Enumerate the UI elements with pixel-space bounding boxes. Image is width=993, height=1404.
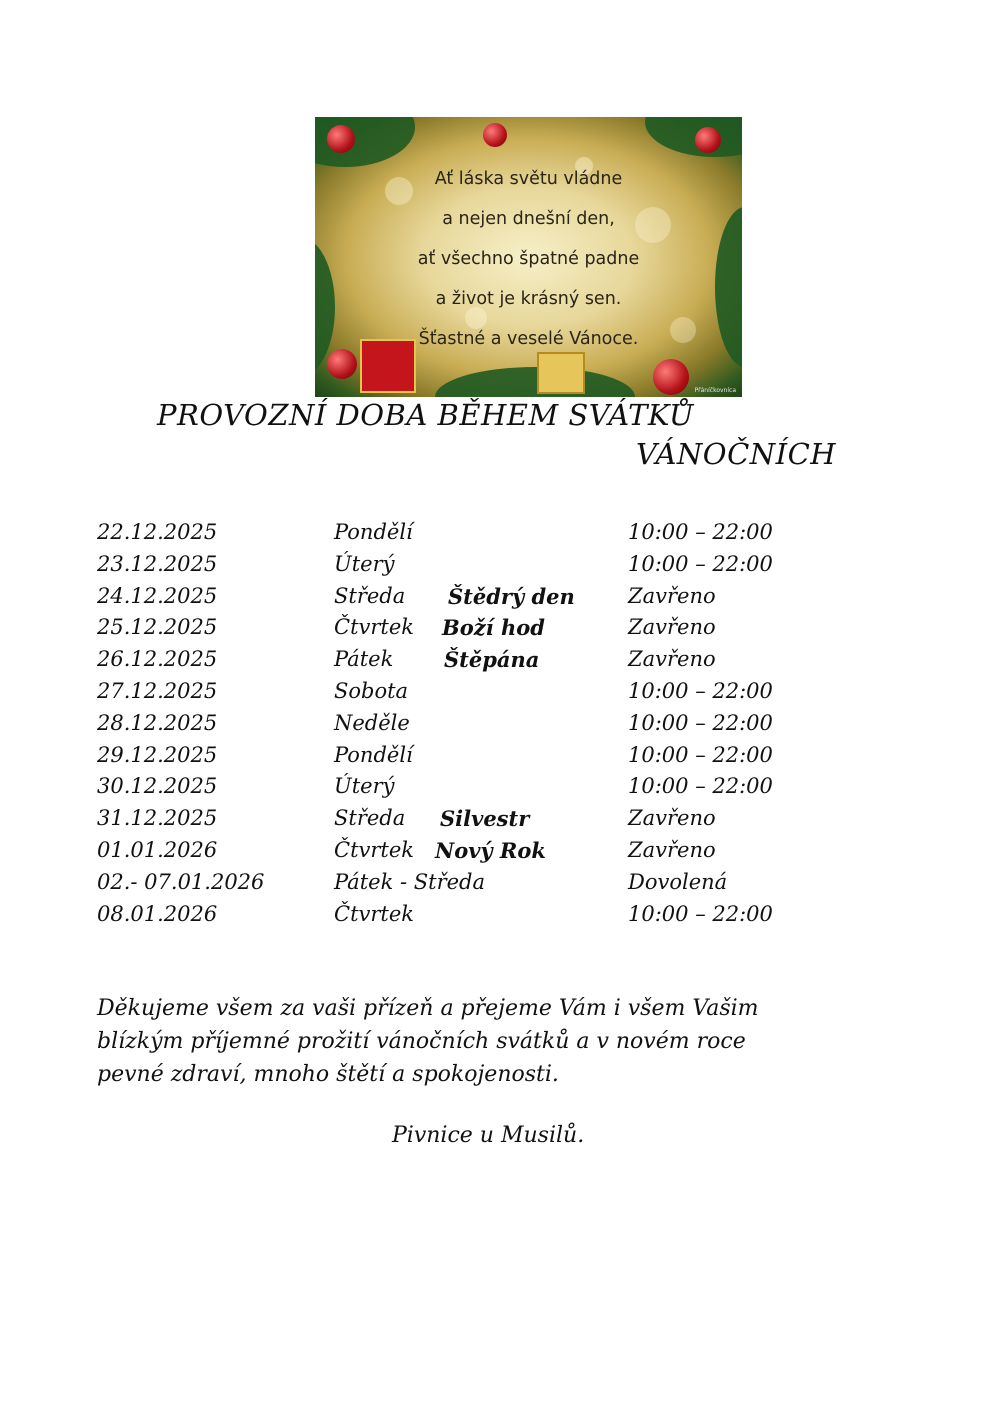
row-hours: Zavřeno: [628, 647, 716, 672]
page-title-line-1: PROVOZNÍ DOBA BĚHEM SVÁTKŮ: [157, 398, 694, 432]
schedule-row: [97, 677, 817, 709]
row-hours: 10:00 – 22:00: [628, 742, 773, 767]
row-day: Čtvrtek: [334, 901, 415, 926]
row-day: Pátek: [334, 647, 394, 672]
row-holiday: Silvestr: [440, 806, 530, 832]
row-holiday: Nový Rok: [435, 837, 546, 863]
row-hours: Zavřeno: [628, 837, 716, 862]
row-hours: Zavřeno: [628, 615, 716, 640]
thanks-line: blízkým příjemné prožití vánočních svátků a v novém roce: [97, 1029, 746, 1054]
schedule-row: [97, 900, 817, 932]
schedule-row: [97, 645, 817, 677]
signature: Pivnice u Musilů.: [392, 1123, 585, 1148]
row-date: 08.01.2026: [97, 901, 218, 926]
row-date: 24.12.2025: [97, 583, 218, 608]
row-day: Úterý: [334, 774, 395, 799]
row-date: 22.12.2025: [97, 520, 218, 544]
row-day: Čtvrtek: [334, 615, 415, 640]
schedule-row: [97, 868, 817, 900]
greeting-poem: [315, 159, 742, 359]
row-date: 30.12.2025: [97, 774, 218, 799]
row-day: Sobota: [334, 678, 409, 703]
image-credit: Přáníčkovníca: [694, 387, 736, 394]
poem-line: a nejen dnešní den,: [442, 209, 615, 229]
row-hours: 10:00 – 22:00: [628, 774, 773, 799]
christmas-greeting-image: [315, 117, 742, 397]
row-day: Úterý: [334, 551, 395, 576]
row-hours: Zavřeno: [628, 583, 716, 608]
opening-hours-table: [97, 518, 817, 931]
thanks-line: pevné zdraví, mnoho štětí a spokojenosti.: [97, 1062, 559, 1087]
row-holiday: Boží hod: [442, 615, 545, 641]
row-holiday: Štěpána: [444, 647, 540, 673]
row-day: Pondělí: [334, 742, 413, 767]
row-date: 02.- 07.01.2026: [97, 869, 265, 894]
row-date: 27.12.2025: [97, 678, 218, 703]
schedule-row: [97, 741, 817, 773]
schedule-row: [97, 772, 817, 804]
schedule-row: [97, 582, 817, 614]
row-hours: 10:00 – 22:00: [628, 678, 773, 703]
row-date: 26.12.2025: [97, 647, 218, 672]
row-date: 28.12.2025: [97, 710, 218, 735]
row-day: Čtvrtek: [334, 837, 415, 862]
schedule-row: [97, 804, 817, 836]
row-date: 23.12.2025: [97, 551, 218, 576]
row-day: Pondělí: [334, 520, 413, 544]
schedule-row: [97, 550, 817, 582]
schedule-row: [97, 836, 817, 868]
thank-you-message: [97, 992, 857, 1091]
row-date: 01.01.2026: [97, 837, 218, 862]
schedule-row: [97, 709, 817, 741]
poem-line: Šťastné a veselé Vánoce.: [418, 329, 639, 349]
row-day: Středa: [334, 806, 406, 831]
poem-line: a život je krásný sen.: [435, 289, 622, 309]
row-day: Pátek - Středa: [334, 869, 485, 894]
schedule-row: [97, 613, 817, 645]
row-date: 31.12.2025: [97, 806, 218, 831]
row-hours: Dovolená: [628, 869, 728, 894]
row-day: Středa: [334, 583, 406, 608]
row-date: 25.12.2025: [97, 615, 218, 640]
row-hours: 10:00 – 22:00: [628, 710, 773, 735]
page-title-line-2: VÁNOČNÍCH: [636, 437, 837, 471]
row-hours: 10:00 – 22:00: [628, 551, 773, 576]
row-hours: 10:00 – 22:00: [628, 520, 773, 544]
row-hours: 10:00 – 22:00: [628, 901, 773, 926]
row-day: Neděle: [334, 710, 410, 735]
schedule-row: [97, 518, 817, 550]
row-holiday: Štědrý den: [448, 583, 575, 609]
poem-line: Ať láska světu vládne: [434, 169, 623, 189]
row-date: 29.12.2025: [97, 742, 218, 767]
thanks-line: Děkujeme všem za vaši přízeň a přejeme Vám i všem Vašim: [97, 996, 759, 1021]
poem-line: ať všechno špatné padne: [417, 249, 640, 269]
row-hours: Zavřeno: [628, 806, 716, 831]
